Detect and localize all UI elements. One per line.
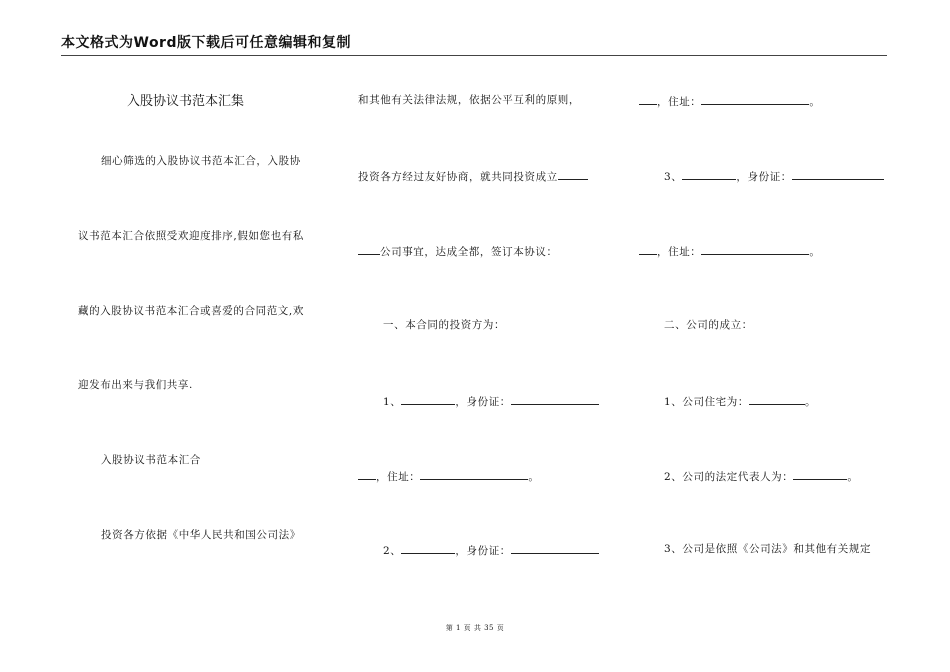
- header-title: 本文格式为Word版下载后可任意编辑和复制: [61, 35, 351, 51]
- blank-investor-3-address: [701, 243, 809, 255]
- investor-3-address-label: ，住址：: [657, 246, 702, 258]
- col2-line-3-text: 公司事宜，达成全都，签订本协议：: [380, 246, 558, 258]
- company-law-clause: 3、公司是依照《公司法》和其他有关规定: [664, 543, 872, 555]
- col1-line-6: 投资各方依据《中华人民共和国公司法》: [101, 529, 301, 541]
- investor-1-number: 1、: [383, 396, 402, 408]
- col3-line-5: [664, 393, 816, 409]
- blank-legal-rep: [793, 468, 847, 480]
- investor-3-id-label: ，身份证：: [736, 171, 792, 183]
- blank-investor-3-name: [682, 168, 736, 180]
- col1-line-1: 细心筛选的入股协议书范本汇合，入股协: [101, 155, 301, 167]
- document-title: 入股协议书范本汇集: [127, 94, 245, 109]
- section-2-heading: 二、公司的成立：: [664, 319, 753, 331]
- company-address-label: 1、公司住宅为：: [664, 396, 749, 408]
- investor-1-address-end: 。: [528, 471, 540, 483]
- blank-company-address: [749, 393, 805, 405]
- investor-3-address-end: 。: [809, 246, 821, 258]
- legal-rep-label: 2、公司的法定代表人为：: [664, 471, 794, 483]
- investor-1-id-label: ，身份证：: [455, 396, 511, 408]
- col3-line-7: [664, 542, 871, 556]
- investor-2-id-label: ，身份证：: [455, 545, 511, 557]
- col2-line-4-text: 一、本合同的投资方为：: [383, 319, 506, 331]
- blank-investor-3-id: [792, 168, 884, 180]
- investor-2-address-end: 。: [809, 96, 821, 108]
- investor-2-number: 2、: [383, 545, 402, 557]
- col1-line-2: 议书范本汇合依照受欢迎度排序,假如您也有私: [78, 230, 304, 242]
- col3-line-6: [664, 468, 859, 484]
- col1-line-4: 迎发布出来与我们共享.: [78, 379, 193, 391]
- page-footer: 第 1 页 共 35 页: [445, 624, 505, 632]
- blank-investor-3-addr-prefix: [639, 243, 657, 255]
- col1-line-5: 入股协议书范本汇合: [101, 454, 201, 466]
- col3-line-2: [664, 168, 884, 184]
- company-address-end: 。: [804, 396, 817, 408]
- col1-line-3: 藏的入股协议书范本汇合或喜爱的合同范文,欢: [78, 305, 304, 317]
- blank-investor-2-address: [701, 93, 809, 105]
- blank-investor-2-addr-prefix: [639, 93, 657, 105]
- investor-3-number: 3、: [664, 171, 683, 183]
- investor-2-address-label: ，住址：: [657, 96, 702, 108]
- col2-line-1-text: 和其他有关法律法规，依据公平互利的原则，: [358, 94, 580, 106]
- legal-rep-end: 。: [847, 471, 859, 483]
- col2-line-2-text: 投资各方经过友好协商，就共同投资成立: [358, 171, 558, 183]
- col3-line-1: [639, 93, 821, 109]
- investor-1-address-label: ，住址：: [376, 471, 421, 483]
- col3-line-3: [639, 243, 821, 259]
- col3-line-4: [664, 318, 753, 332]
